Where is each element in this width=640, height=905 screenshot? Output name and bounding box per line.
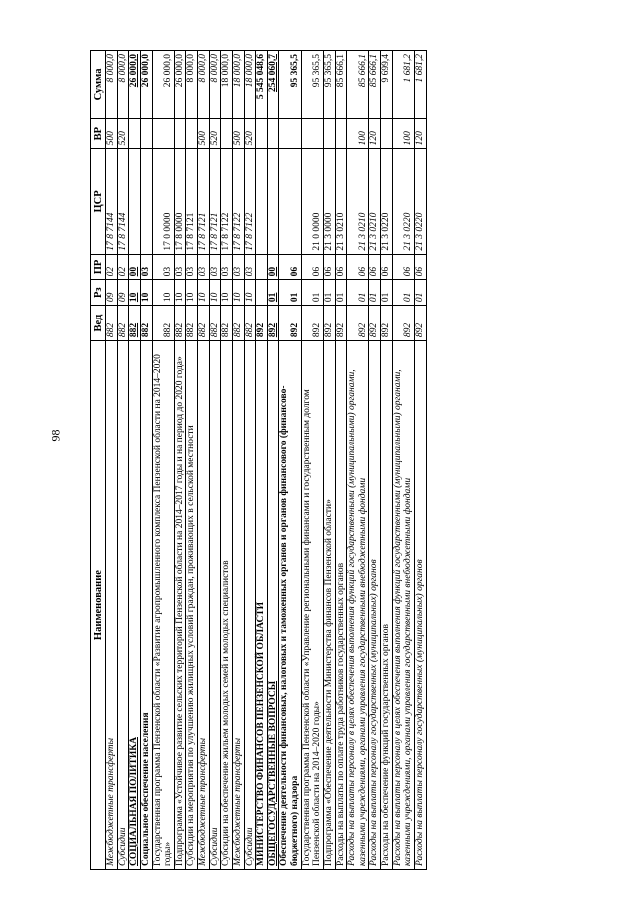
cell-pr: 06: [369, 254, 381, 280]
cell-pr: 00: [129, 254, 141, 280]
cell-pr: 03: [244, 254, 256, 280]
cell-rz: 01: [392, 280, 414, 306]
cell-sum: 18 000,0: [221, 51, 233, 119]
cell-sum: 18 000,0: [244, 51, 256, 119]
cell-rz: 10: [209, 280, 221, 306]
cell-sum: 8 000,0: [186, 51, 198, 119]
cell-ved: 882: [244, 306, 256, 341]
table-row: [198, 51, 210, 870]
cell-csr: 17 8 7121: [209, 149, 221, 254]
cell-sum: 95 365,5: [323, 51, 335, 119]
cell-pr: 06: [381, 254, 393, 280]
cell-csr: [140, 149, 152, 254]
cell-rz: 01: [279, 280, 301, 306]
cell-csr: 17 8 7122: [221, 149, 233, 254]
cell-sum: 95 365,5: [279, 51, 301, 119]
cell-name: Подпрограмма «Обеспечение деятельности Министерства финансов Пензенской области»: [323, 341, 335, 870]
cell-rz: 01: [381, 280, 393, 306]
cell-rz: 01: [347, 280, 369, 306]
table-row: [256, 51, 268, 870]
cell-ved: 892: [414, 306, 426, 341]
cell-ved: 882: [174, 306, 186, 341]
cell-name: Государственная программа Пензенской области «Управление региональными финансами и государственным долгом Пензенской области на 2014–2020 годы»: [301, 341, 323, 870]
cell-csr: 21 3 0210: [335, 149, 347, 254]
cell-vr: [323, 118, 335, 148]
cell-pr: 00: [267, 254, 279, 280]
cell-name: Социальное обеспечение населения: [140, 341, 152, 870]
cell-ved: 892: [335, 306, 347, 341]
cell-sum: 1 681,2: [392, 51, 414, 119]
table-row: [140, 51, 152, 870]
table-row: [232, 51, 244, 870]
cell-pr: 03: [152, 254, 174, 280]
cell-pr: 03: [221, 254, 233, 280]
table-row: [106, 51, 118, 870]
cell-name: Расходы на выплаты по оплате труда работников государственных органов: [335, 341, 347, 870]
cell-ved: 882: [232, 306, 244, 341]
cell-rz: 09: [106, 280, 118, 306]
table-row: [323, 51, 335, 870]
cell-csr: 17 8 7121: [198, 149, 210, 254]
table-row: [174, 51, 186, 870]
cell-vr: [301, 118, 323, 148]
cell-csr: 17 0 0000: [152, 149, 174, 254]
cell-pr: 03: [209, 254, 221, 280]
cell-rz: 01: [301, 280, 323, 306]
cell-pr: 06: [301, 254, 323, 280]
cell-ved: 892: [323, 306, 335, 341]
cell-ved: 892: [267, 306, 279, 341]
cell-name: СОЦИАЛЬНАЯ ПОЛИТИКА: [129, 341, 141, 870]
cell-pr: 03: [140, 254, 152, 280]
cell-csr: 21 3 0220: [392, 149, 414, 254]
table-row: [414, 51, 426, 870]
cell-vr: [186, 118, 198, 148]
cell-sum: 8 000,0: [106, 51, 118, 119]
cell-csr: 21 3 0210: [347, 149, 369, 254]
table-row: [392, 51, 414, 870]
table-row: [335, 51, 347, 870]
cell-vr: 520: [209, 118, 221, 148]
cell-vr: 520: [244, 118, 256, 148]
cell-pr: 03: [186, 254, 198, 280]
cell-ved: 882: [221, 306, 233, 341]
cell-sum: 26 000,0: [174, 51, 186, 119]
cell-name: Субсидии: [209, 341, 221, 870]
cell-name: Обеспечение деятельности финансовых, налоговых и таможенных органов и органов финансового (финансово-бюджетного) надзора: [279, 341, 301, 870]
cell-sum: 18 000,0: [232, 51, 244, 119]
cell-ved: 892: [301, 306, 323, 341]
cell-name: Межбюджетные трансферты: [232, 341, 244, 870]
table-row: [369, 51, 381, 870]
cell-sum: 8 000,0: [117, 51, 129, 119]
cell-name: ОБЩЕГОСУДАРСТВЕННЫЕ ВОПРОСЫ: [267, 341, 279, 870]
cell-rz: 10: [140, 280, 152, 306]
table-header: [91, 51, 106, 870]
cell-vr: [152, 118, 174, 148]
cell-pr: 06: [392, 254, 414, 280]
cell-name: Межбюджетные трансферты: [198, 341, 210, 870]
table-row: [152, 51, 174, 870]
cell-ved: 882: [209, 306, 221, 341]
cell-ved: 882: [198, 306, 210, 341]
cell-rz: 01: [267, 280, 279, 306]
cell-name: Субсидии на мероприятия по улучшению жилищных условий граждан, проживающих в сельской местности: [186, 341, 198, 870]
cell-sum: 85 666,1: [335, 51, 347, 119]
cell-pr: 06: [323, 254, 335, 280]
cell-vr: 520: [117, 118, 129, 148]
cell-sum: 85 666,1: [347, 51, 369, 119]
cell-rz: 01: [335, 280, 347, 306]
cell-pr: 06: [347, 254, 369, 280]
cell-rz: 10: [198, 280, 210, 306]
table-row: [117, 51, 129, 870]
table-row: [221, 51, 233, 870]
cell-vr: [174, 118, 186, 148]
cell-sum: 8 000,0: [198, 51, 210, 119]
table-container: [90, 50, 570, 870]
cell-name: Подпрограмма «Устойчивое развитие сельских территорий Пензенской области на 2014–2017 годы и на период до 2020 года»: [174, 341, 186, 870]
cell-rz: 01: [323, 280, 335, 306]
header-rz: Рз: [91, 280, 106, 306]
cell-ved: 892: [256, 306, 268, 341]
cell-name: Расходы на выплаты персоналу в целях обеспечения выполнения функций государственными (муниципальными) органами, казенными учреждениями, органами управления государственными внебюджетными фондами: [347, 341, 369, 870]
cell-csr: 17 8 7122: [232, 149, 244, 254]
cell-rz: 01: [414, 280, 426, 306]
cell-pr: 06: [335, 254, 347, 280]
table-row: [279, 51, 301, 870]
cell-ved: 892: [381, 306, 393, 341]
header-name: Наименование: [91, 341, 106, 870]
cell-pr: [256, 254, 268, 280]
cell-vr: 120: [369, 118, 381, 148]
cell-ved: 892: [279, 306, 301, 341]
cell-ved: 892: [392, 306, 414, 341]
cell-ved: 892: [369, 306, 381, 341]
cell-name: Межбюджетные трансферты: [106, 341, 118, 870]
cell-sum: 254 060,7: [267, 51, 279, 119]
header-ved: Вед: [91, 306, 106, 341]
cell-rz: 10: [129, 280, 141, 306]
cell-rz: 01: [369, 280, 381, 306]
cell-csr: [129, 149, 141, 254]
cell-sum: 26 000,0: [140, 51, 152, 119]
cell-name: Расходы на обеспечение функций государственных органов: [381, 341, 393, 870]
cell-ved: 892: [347, 306, 369, 341]
cell-vr: [335, 118, 347, 148]
cell-name: МИНИСТЕРСТВО ФИНАНСОВ ПЕНЗЕНСКОЙ ОБЛАСТИ: [256, 341, 268, 870]
cell-csr: [267, 149, 279, 254]
header-vr: ВР: [91, 118, 106, 148]
cell-ved: 882: [186, 306, 198, 341]
header-pr: ПР: [91, 254, 106, 280]
cell-name: Субсидии: [117, 341, 129, 870]
cell-vr: 100: [392, 118, 414, 148]
cell-rz: [256, 280, 268, 306]
cell-name: Расходы на выплаты персоналу в целях обеспечения выполнения функций государственными (муниципальными) органами, казенными учреждениями, органами управления государственными внебюджетными фондами: [392, 341, 414, 870]
cell-sum: 5 545 048,6: [256, 51, 268, 119]
header-csr: ЦСР: [91, 149, 106, 254]
cell-rz: 10: [244, 280, 256, 306]
cell-csr: 17 8 7121: [186, 149, 198, 254]
cell-pr: 02: [106, 254, 118, 280]
cell-ved: 882: [152, 306, 174, 341]
cell-name: Субсидии на обеспечение жильем молодых семей и молодых специалистов: [221, 341, 233, 870]
cell-rz: 10: [152, 280, 174, 306]
table-row: [244, 51, 256, 870]
cell-sum: 9 699,4: [381, 51, 393, 119]
cell-name: Расходы на выплаты персоналу государственных (муниципальных) органов: [369, 341, 381, 870]
table-row: [301, 51, 323, 870]
cell-pr: 03: [198, 254, 210, 280]
cell-sum: 26 000,0: [152, 51, 174, 119]
cell-csr: 17 8 0000: [174, 149, 186, 254]
cell-csr: 21 3 0210: [369, 149, 381, 254]
cell-sum: 95 365,5: [301, 51, 323, 119]
cell-ved: 882: [117, 306, 129, 341]
cell-ved: 882: [140, 306, 152, 341]
cell-rz: 10: [174, 280, 186, 306]
cell-vr: [129, 118, 141, 148]
cell-csr: 17 8 7144: [106, 149, 118, 254]
cell-vr: [256, 118, 268, 148]
cell-vr: 500: [198, 118, 210, 148]
cell-vr: 120: [414, 118, 426, 148]
cell-vr: [267, 118, 279, 148]
cell-rz: 10: [232, 280, 244, 306]
cell-csr: 21 3 0220: [414, 149, 426, 254]
page-number: 98: [48, 429, 63, 442]
cell-name: Государственная программа Пензенской области «Развитие агропромышленного комплекса Пензенской области на 2014–2020 годы»: [152, 341, 174, 870]
cell-pr: 03: [232, 254, 244, 280]
cell-name: Расходы на выплаты персоналу государственных (муниципальных) органов: [414, 341, 426, 870]
cell-pr: 02: [117, 254, 129, 280]
cell-pr: 06: [279, 254, 301, 280]
cell-csr: 21 3 0000: [323, 149, 335, 254]
cell-ved: 882: [129, 306, 141, 341]
cell-vr: [221, 118, 233, 148]
table-row: [186, 51, 198, 870]
cell-vr: [140, 118, 152, 148]
cell-ved: 882: [106, 306, 118, 341]
table-row: [347, 51, 369, 870]
cell-csr: 21 3 0220: [381, 149, 393, 254]
header-sum: Сумма: [91, 51, 106, 119]
budget-table: [90, 50, 427, 870]
cell-csr: [256, 149, 268, 254]
cell-csr: 21 0 0000: [301, 149, 323, 254]
cell-sum: 8 000,0: [209, 51, 221, 119]
cell-vr: 100: [347, 118, 369, 148]
cell-vr: [279, 118, 301, 148]
cell-rz: 10: [186, 280, 198, 306]
cell-csr: [279, 149, 301, 254]
cell-vr: 500: [232, 118, 244, 148]
cell-csr: 17 8 7144: [117, 149, 129, 254]
cell-sum: 26 000,0: [129, 51, 141, 119]
cell-pr: 06: [414, 254, 426, 280]
cell-vr: 500: [106, 118, 118, 148]
cell-csr: 17 8 7122: [244, 149, 256, 254]
table-row: [209, 51, 221, 870]
table-row: [381, 51, 393, 870]
cell-pr: 03: [174, 254, 186, 280]
table-row: [129, 51, 141, 870]
cell-sum: 1 681,2: [414, 51, 426, 119]
cell-rz: 10: [221, 280, 233, 306]
cell-sum: 85 666,1: [369, 51, 381, 119]
cell-name: Субсидии: [244, 341, 256, 870]
cell-rz: 09: [117, 280, 129, 306]
cell-vr: [381, 118, 393, 148]
table-row: [267, 51, 279, 870]
